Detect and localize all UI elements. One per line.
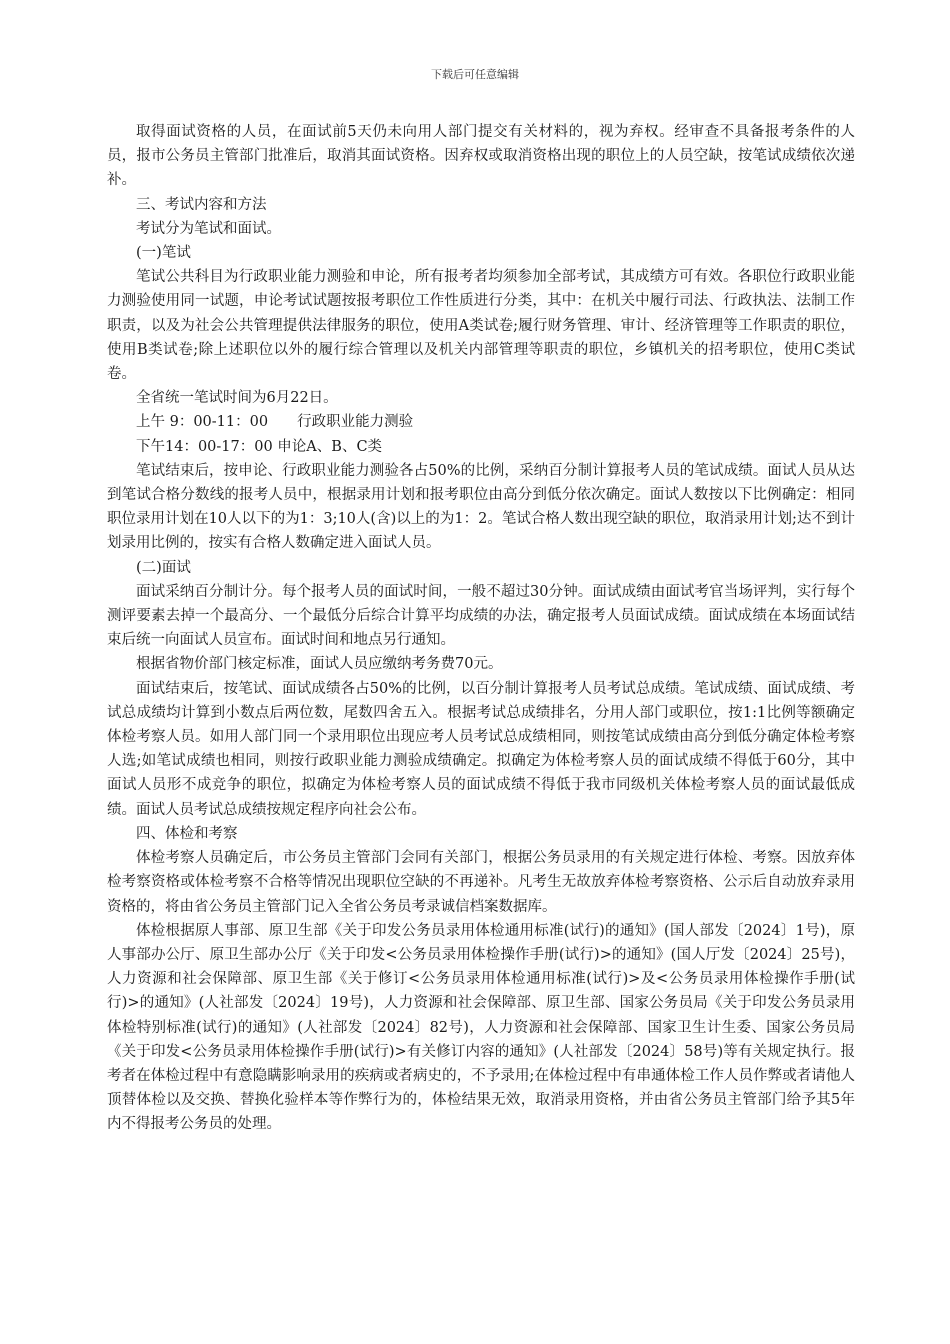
section-heading-exam-content: 三、考试内容和方法 (136, 196, 267, 213)
page-header: 下载后可任意编辑 (431, 68, 519, 81)
paragraph-inspection-procedure: 体检考察人员确定后，市公务员主管部门会同有关部门，根据公务员录用的有关规定进行体检、考察。因放弃体检考察资格或体检考察不合格等情况出现职位空缺的不再递补。凡考生无故放弃体检考察资格、公示后自动放弃录用资格的，将由省公务员主管部门记入全省公务员考录诚信档案数据库。 (107, 850, 855, 915)
paragraph-exam-types: 考试分为笔试和面试。 (136, 220, 281, 237)
paragraph-total-score: 面试结束后，按笔试、面试成绩各占50%的比例，以百分制计算报考人员考试总成绩。笔试成绩、面试成绩、考试总成绩均计算到小数点后两位数，尾数四舍五入。根据考试总成绩排名，分用人部门或职位，按1:1比例等额确定体检考察人员。如用人部门同一个录用职位出现应考人员考试总成绩相同，则按笔试成绩由高分到低分确定体检考察人选;如笔试成绩也相同，则按行政职业能力测验成绩确定。拟确定为体检考察人员的面试成绩不得低于60分，其中面试人员形不成竞争的职位，拟确定为体检考察人员的面试成绩不得低于我市同级机关体检考察人员的面试最低成绩。面试人员考试总成绩按规定程序向社会公布。 (107, 680, 855, 818)
document-body (107, 120, 855, 1137)
subsection-heading-written: (一)笔试 (136, 245, 191, 262)
schedule-morning: 上午 9：00-11：00 行政职业能力测验 (136, 414, 414, 431)
paragraph-interview-scoring: 面试采纳百分制计分。每个报考人员的面试时间，一般不超过30分钟。面试成绩由面试考官当场评判，实行每个测评要素去掉一个最高分、一个最低分后综合计算平均成绩的办法，确定报考人员面试成绩。面试成绩在本场面试结束后统一向面试人员宣布。面试时间和地点另行通知。 (107, 583, 855, 649)
schedule-afternoon: 下午14：00-17：00 申论A、B、C类 (136, 438, 383, 455)
section-heading-medical-inspection: 四、体检和考察 (136, 825, 238, 842)
subsection-heading-interview: (二)面试 (136, 559, 191, 576)
paragraph-written-scoring: 笔试结束后，按申论、行政职业能力测验各占50%的比例，采纳百分制计算报考人员的笔试成绩。面试人员从达到笔试合格分数线的报考人员中，根据录用计划和报考职位由高分到低分依次确定。面试人数按以下比例确定：相同职位录用计划在10人以下的为1：3;10人(含)以上的为1：2。笔试合格人数出现空缺的职位，取消录用计划;达不到计划录用比例的，按实有合格人数确定进入面试人员。 (107, 462, 855, 552)
paragraph-written-date: 全省统一笔试时间为6月22日。 (136, 390, 338, 407)
paragraph-interview-qualification: 取得面试资格的人员，在面试前5天仍未向用人部门提交有关材料的，视为弃权。经审查不具备报考条件的人员，报市公务员主管部门批准后，取消其面试资格。因弃权或取消资格出现的职位上的人员空缺，按笔试成绩依次递补。 (107, 124, 855, 189)
paragraph-written-subjects: 笔试公共科目为行政职业能力测验和申论，所有报考者均须参加全部考试，其成绩方可有效。各职位行政职业能力测验使用同一试题，申论考试试题按报考职位工作性质进行分类，其中：在机关中履行司法、行政执法、法制工作职责，以及为社会公共管理提供法律服务的职位，使用A类试卷;履行财务管理、审计、经济管理等工作职责的职位，使用B类试卷;除上述职位以外的履行综合管理以及机关内部管理等职责的职位，乡镇机关的招考职位，使用C类试卷。 (107, 269, 855, 383)
paragraph-medical-standards: 体检根据原人事部、原卫生部《关于印发公务员录用体检通用标准(试行)的通知》(国人部发〔2024〕1号)，原人事部办公厅、原卫生部办公厅《关于印发<公务员录用体检操作手册(试行)>的通知》(国人厅发〔2024〕25号)，人力资源和社会保障部、原卫生部《关于修订<公务员录用体检通用标准(试行)>及<公务员录用体检操作手册(试行)>的通知》(人社部发〔2024〕19号)，人力资源和社会保障部、原卫生部、国家公务员局《关于印发公务员录用体检特别标准(试行)的通知》(人社部发〔2024〕82号)，人力资源和社会保障部、国家卫生计生委、国家公务员局《关于印发<公务员录用体检操作手册(试行)>有关修订内容的通知》(人社部发〔2024〕58号)等有关规定执行。报考者在体检过程中有意隐瞒影响录用的疾病或者病史的，不予录用;在体检过程中有串通体检工作人员作弊或者请他人顶替体检以及交换、替换化验样本等作弊行为的，体检结果无效，取消录用资格，并由省公务员主管部门给予其5年内不得报考公务员的处理。 (107, 922, 855, 1133)
paragraph-interview-fee: 根据省物价部门核定标准，面试人员应缴纳考务费70元。 (136, 656, 503, 673)
